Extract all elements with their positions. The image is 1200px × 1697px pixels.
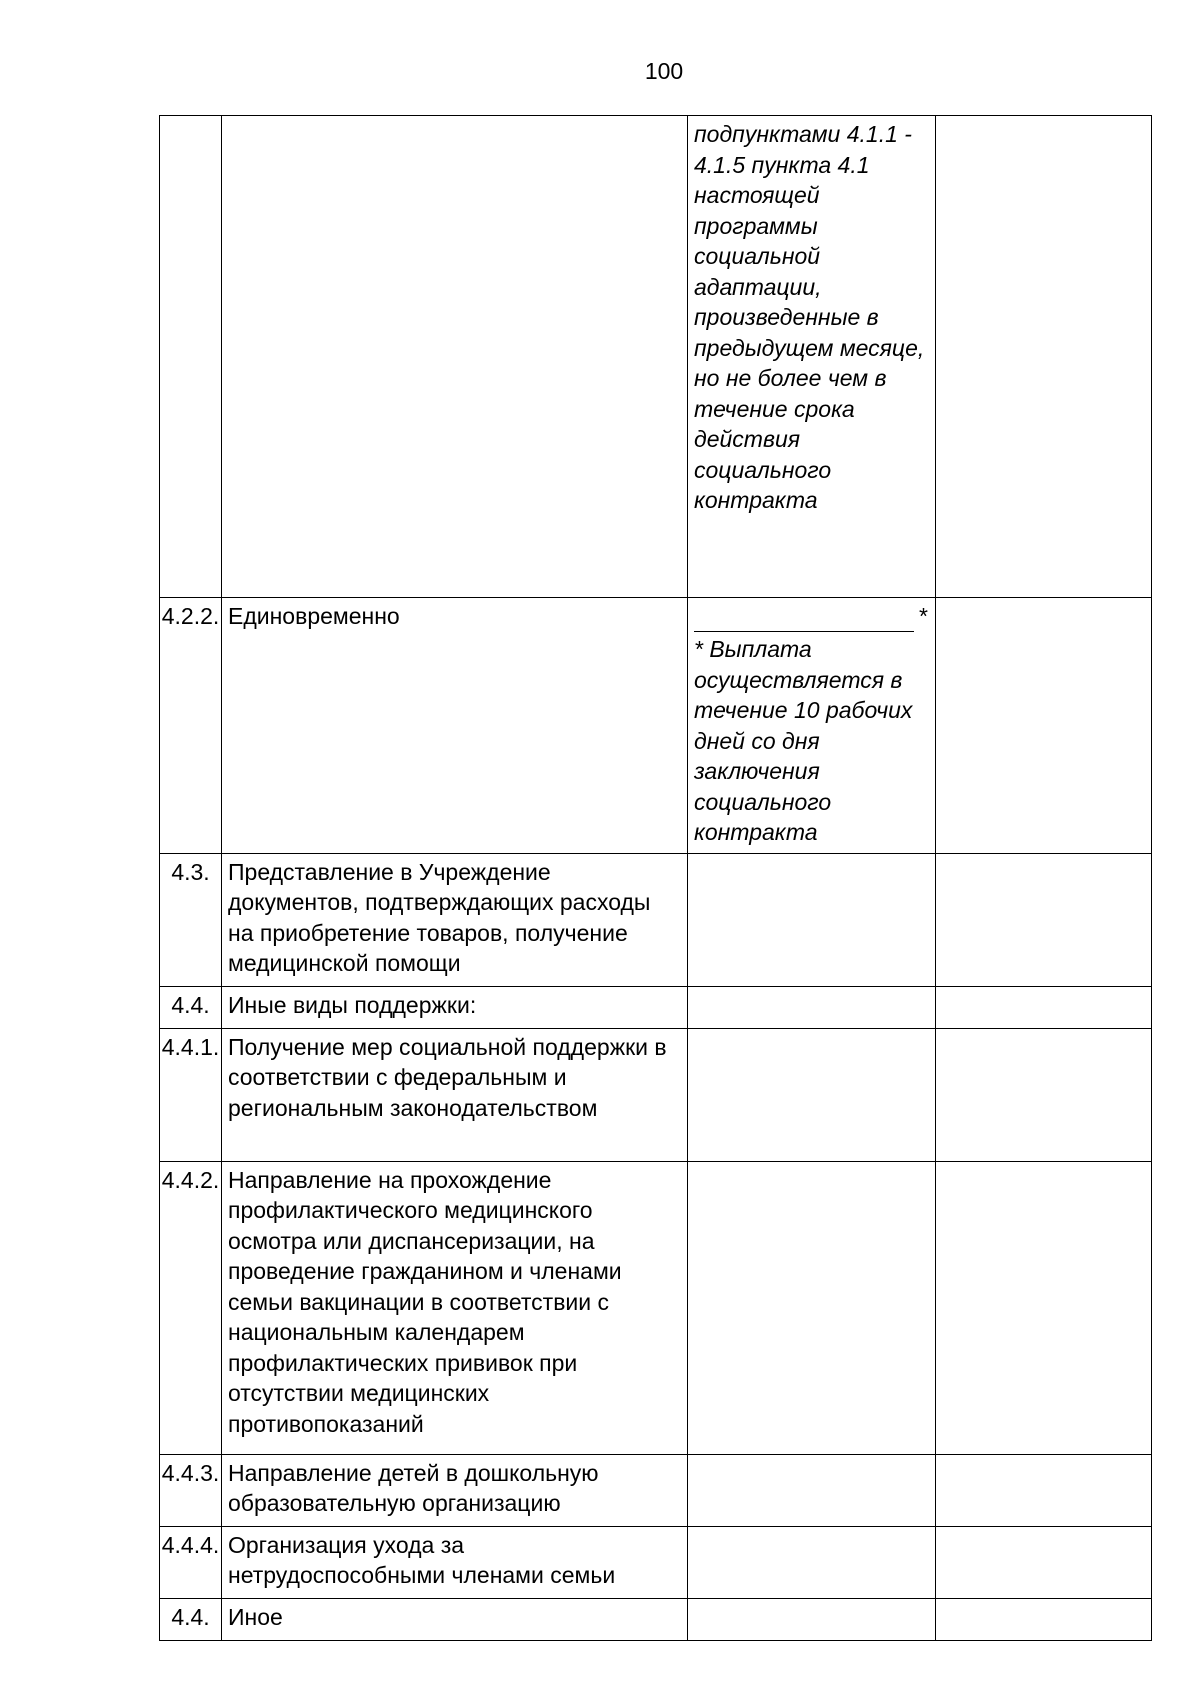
row-content: Представление в Учреждение документов, подтверждающих расходы на приобретение товаров, получение медицинской помощи [222,853,688,986]
row-content: Иные виды поддержки: [222,986,688,1028]
row-content: Направление на прохождение профилактического медицинского осмотра или диспансеризации, на проведение гражданином и членами семьи вакцинации в соответствии с национальным календарем профилактических прививок при отсутствии медицинских противопоказаний [222,1161,688,1454]
table-row [160,986,1152,1028]
row-content: Направление детей в дошкольную образовательную организацию [222,1454,688,1526]
table-row [160,1028,1152,1161]
row-number: 4.4. [160,1598,222,1640]
row-number: 4.4.1. [160,1028,222,1161]
row-term [688,1161,936,1454]
table-row [160,116,1152,598]
row-executor [936,1028,1152,1161]
row-executor [936,986,1152,1028]
row-executor [936,1598,1152,1640]
row-term [688,1526,936,1598]
table-row [160,1454,1152,1526]
row-number: 4.4. [160,986,222,1028]
row-number: 4.4.4. [160,1526,222,1598]
row-number: 4.4.2. [160,1161,222,1454]
table-row [160,1161,1152,1454]
row-term [688,986,936,1028]
blank-line [694,601,928,632]
row-executor [936,853,1152,986]
row-executor [936,1526,1152,1598]
row-term [688,1454,936,1526]
row-term: подпунктами 4.1.1 - 4.1.5 пункта 4.1 настоящей программы социальной адаптации, произведенные в предыдущем месяце, но не более чем в течение срока действия социального контракта [688,116,936,598]
row-executor [936,1454,1152,1526]
row-executor [936,116,1152,598]
row-content: Иное [222,1598,688,1640]
row-number [160,116,222,598]
row-number: 4.3. [160,853,222,986]
row-number: 4.2.2. [160,598,222,854]
row-executor [936,598,1152,854]
row-content: Организация ухода за нетрудоспособными членами семьи [222,1526,688,1598]
table-row [160,1526,1152,1598]
footnote-mark: * [919,603,928,629]
row-term [688,598,936,854]
row-content: Единовременно [222,598,688,854]
table-row [160,598,1152,854]
row-executor [936,1161,1152,1454]
row-number: 4.4.3. [160,1454,222,1526]
measures-table [159,115,1152,1641]
row-term [688,1598,936,1640]
footnote-text: * Выплата осуществляется в течение 10 рабочих дней со дня заключения социального контракта [694,636,913,845]
table-row [160,853,1152,986]
row-term [688,853,936,986]
page-number: 100 [644,58,684,84]
table-row [160,1598,1152,1640]
row-term [688,1028,936,1161]
row-content: Получение мер социальной поддержки в соответствии с федеральным и региональным законодательством [222,1028,688,1161]
row-content [222,116,688,598]
